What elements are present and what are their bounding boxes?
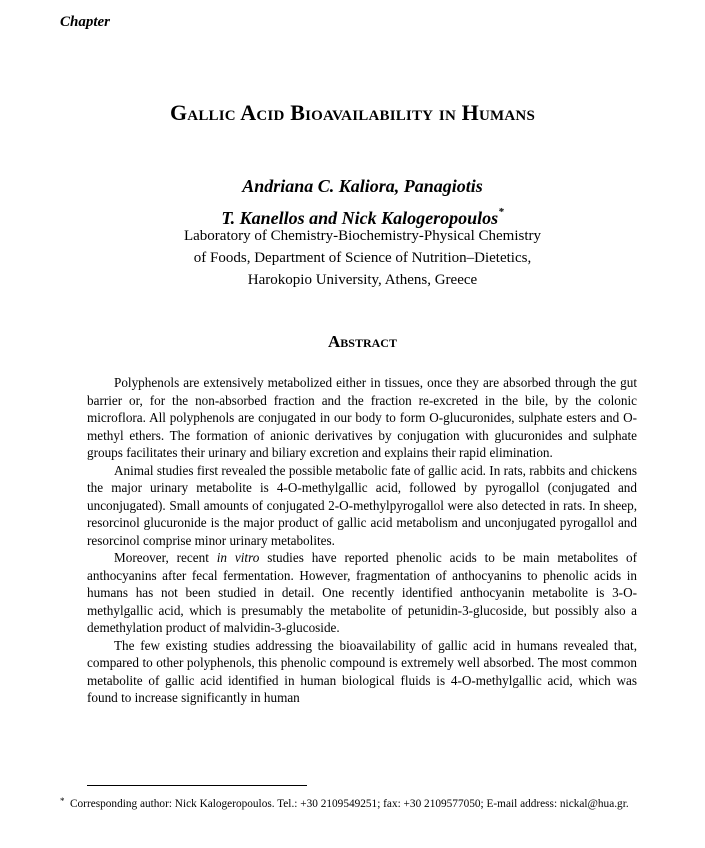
footnote — [60, 797, 665, 812]
abstract-body — [87, 374, 637, 707]
abstract-p3-italic: in vitro — [216, 550, 260, 565]
affiliation-line-3: Harokopio University, Athens, Greece — [247, 272, 478, 288]
abstract-p3-pre: Moreover, recent — [114, 550, 217, 565]
abstract-paragraph-2: Animal studies first revealed the possible metabolic fate of gallic acid. In rats, rabbits and chickens the major urinary metabolite is 4-O-methylgallic acid, followed by pyrogallol (conjugated and unconjugated). Small amounts of conjugated 2-O-methylpyrogallol were also detected in rats. In sheep, resorcinol glucuronide is the major product of gallic acid metabolism and unconjugated pyrogallol and resorcinol comprise minor urinary metabolites. — [87, 462, 637, 548]
affiliation-block — [0, 225, 705, 291]
footnote-text: Corresponding author: Nick Kalogeropoulos. Tel.: +30 2109549251; fax: +30 2109577050; E-mail address: nickal@hua.gr. — [70, 798, 629, 810]
authors-line-2-text: T. Kanellos and Nick Kalogeropoulos — [221, 208, 499, 228]
abstract-paragraph-4: The few existing studies addressing the bioavailability of gallic acid in humans revealed that, compared to other polyphenols, this phenolic compound is extremely well absorbed. The most common metabolite of gallic acid identified in human biological fluids is 4-O-methylgallic acid, which was found to increase significantly in human — [87, 637, 637, 705]
authors-line-1: Andriana C. Kaliora, Panagiotis — [242, 176, 483, 196]
paper-title: Gallic Acid Bioavailability in Humans — [170, 100, 535, 125]
author-footnote-marker: * — [498, 206, 504, 218]
footnote-divider — [87, 785, 307, 786]
abstract-heading: Abstract — [328, 332, 397, 351]
footnote-marker: * — [60, 796, 65, 806]
abstract-paragraph-1: Polyphenols are extensively metabolized either in tissues, once they are absorbed through the gut barrier or, for the non-absorbed fraction and the fraction re-excreted in the bile, by the colonic microflora. All polyphenols are conjugated in our body to form O-glucuronides, sulphate esters and O-methyl ethers. The formation of anionic derivatives by conjugation with glucuronides and sulphate groups facilitates their urinary and biliary excretion and explains their rapid elimination. — [87, 375, 637, 460]
author-block — [0, 172, 705, 232]
affiliation-line-2: of Foods, Department of Science of Nutrition–Dietetics, — [193, 250, 532, 266]
affiliation-line-1: Laboratory of Chemistry-Biochemistry-Physical Chemistry — [183, 228, 542, 244]
abstract-p3-post: studies have reported phenolic acids to be main metabolites of anthocyanins after fecal fermentation. However, fragmentation of anthocyanins to phenolic acids in humans has not been studied in detail. One recently identified anthocyanin metabolite is 3-O-methylgallic acid, which is presumably the metabolite of petunidin-3-glucoside, but possibly also a demethylation product of malvidin-3-glucoside. — [87, 550, 637, 635]
chapter-label: Chapter — [60, 14, 111, 30]
abstract-paragraph-3 — [87, 549, 637, 637]
